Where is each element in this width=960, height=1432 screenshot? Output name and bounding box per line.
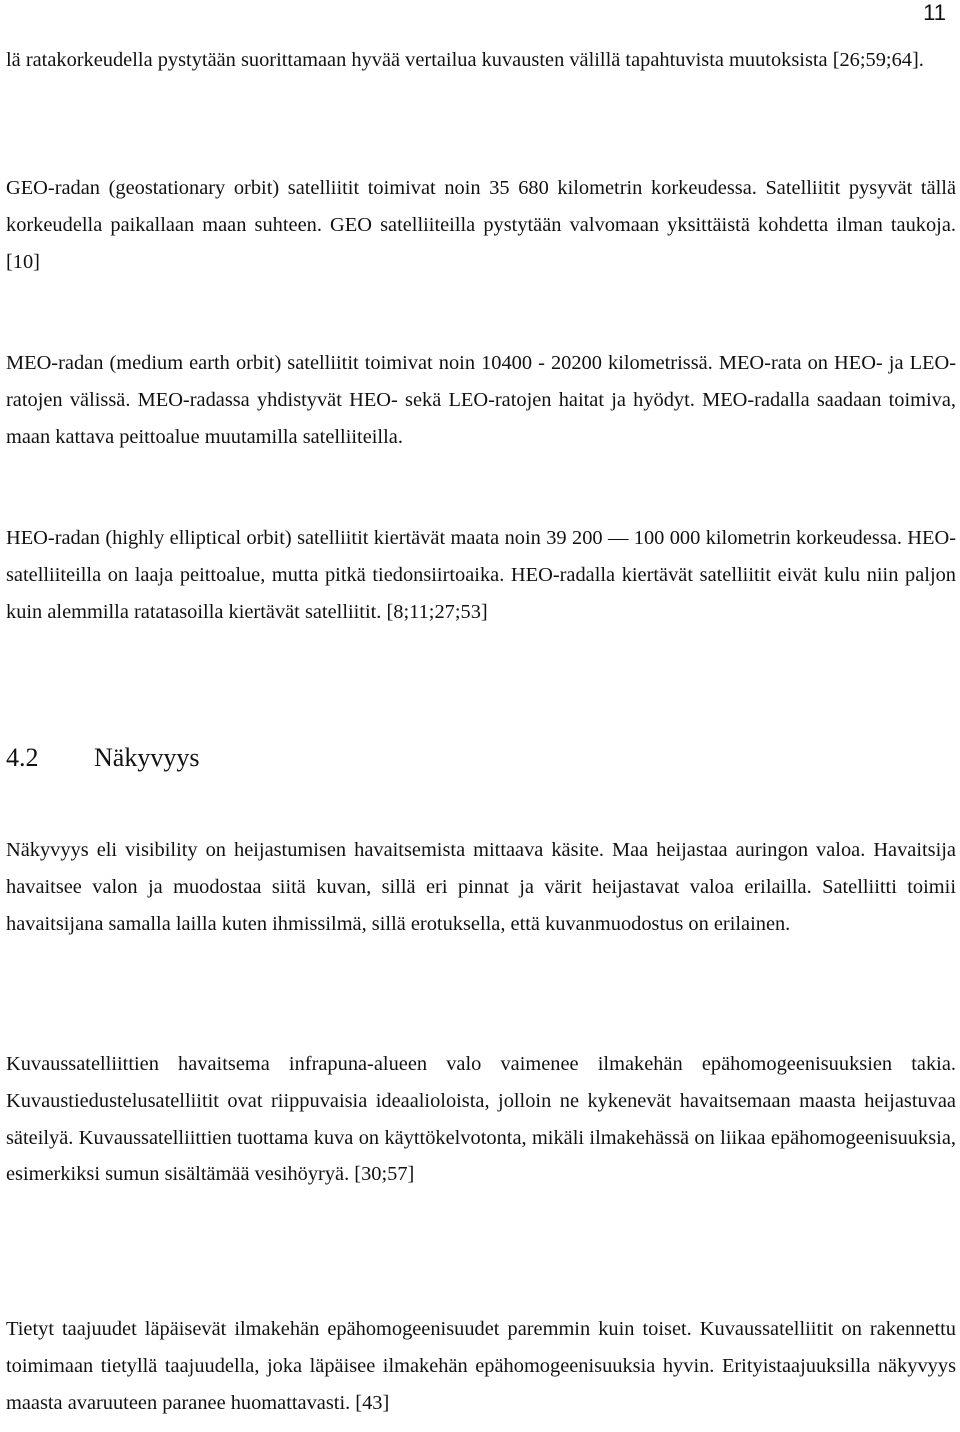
paragraph-orbit-comparison: lä ratakorkeudella pystytään suorittamaan hyvää vertailua kuvausten välillä tapahtuvista muutoksista [26;59;64]. — [6, 49, 924, 71]
paragraph-geo-orbit: GEO-radan (geostationary orbit) satelliitit toimivat noin 35 680 kilometrin korkeudessa. Satelliitit pysyvät tällä korkeudella paikallaan maan suhteen. GEO satelliiteilla pystytään valvomaan yksittäistä kohdetta ilman taukoja. [10] — [6, 177, 956, 273]
paragraph-infrared-attenuation: Kuvaussatelliittien havaitsema infrapuna-alueen valo vaimenee ilmakehän epähomogeenisuuksien takia. Kuvaustiedustelusatelliitit ovat riippuvaisia ideaalioloista, jolloin ne kykenevät havaitsemaan maasta heijastuvaa säteilyä. Kuvaussatelliittien tuottama kuva on käyttökelvotonta, mikäli ilmakehässä on liikaa epähomogeenisuuksia, esimerkiksi sumun sisältämää vesihöyryä. [30;57] — [6, 1053, 956, 1186]
page-number: 11 — [923, 0, 946, 25]
paragraph-heo-orbit: HEO-radan (highly elliptical orbit) satelliitit kiertävät maata noin 39 200 — 100 000 kilometrin korkeudessa. HEO-satelliiteilla on laaja peittoalue, mutta pitkä tiedonsiirtoaika. HEO-radalla kiertävät satelliitit eivät kulu niin paljon kuin alemmilla ratatasoilla kiertävät satelliitit. [8;11;27;53] — [6, 527, 956, 623]
section-number: 4.2 — [6, 743, 39, 772]
section-heading — [6, 740, 199, 776]
paragraph-frequencies: Tietyt taajuudet läpäisevät ilmakehän epähomogeenisuudet paremmin kuin toiset. Kuvaussatelliitit on rakennettu toimimaan tietyllä taajuudella, joka läpäisee ilmakehän epähomogeenisuuksia hyvin. Erityistaajuuksilla näkyvyys maasta avaruuteen paranee huomattavasti. [43] — [6, 1318, 956, 1414]
section-title: Näkyvyys — [94, 743, 200, 772]
paragraph-visibility-definition: Näkyvyys eli visibility on heijastumisen havaitsemista mittaava käsite. Maa heijastaa auringon valoa. Havaitsija havaitsee valon ja muodostaa siitä kuvan, sillä eri pinnat ja värit heijastavat valoa erilailla. Satelliitti toimii havaitsijana samalla lailla kuten ihmissilmä, sillä erotuksella, että kuvanmuodostus on erilainen. — [6, 839, 956, 935]
paragraph-meo-orbit: MEO-radan (medium earth orbit) satelliitit toimivat noin 10400 - 20200 kilometrissä. MEO-rata on HEO- ja LEO-ratojen välissä. MEO-radassa yhdistyvät HEO- sekä LEO-ratojen haitat ja hyödyt. MEO-radalla saadaan toimiva, maan kattava peittoalue muutamilla satelliiteilla. — [6, 352, 956, 448]
